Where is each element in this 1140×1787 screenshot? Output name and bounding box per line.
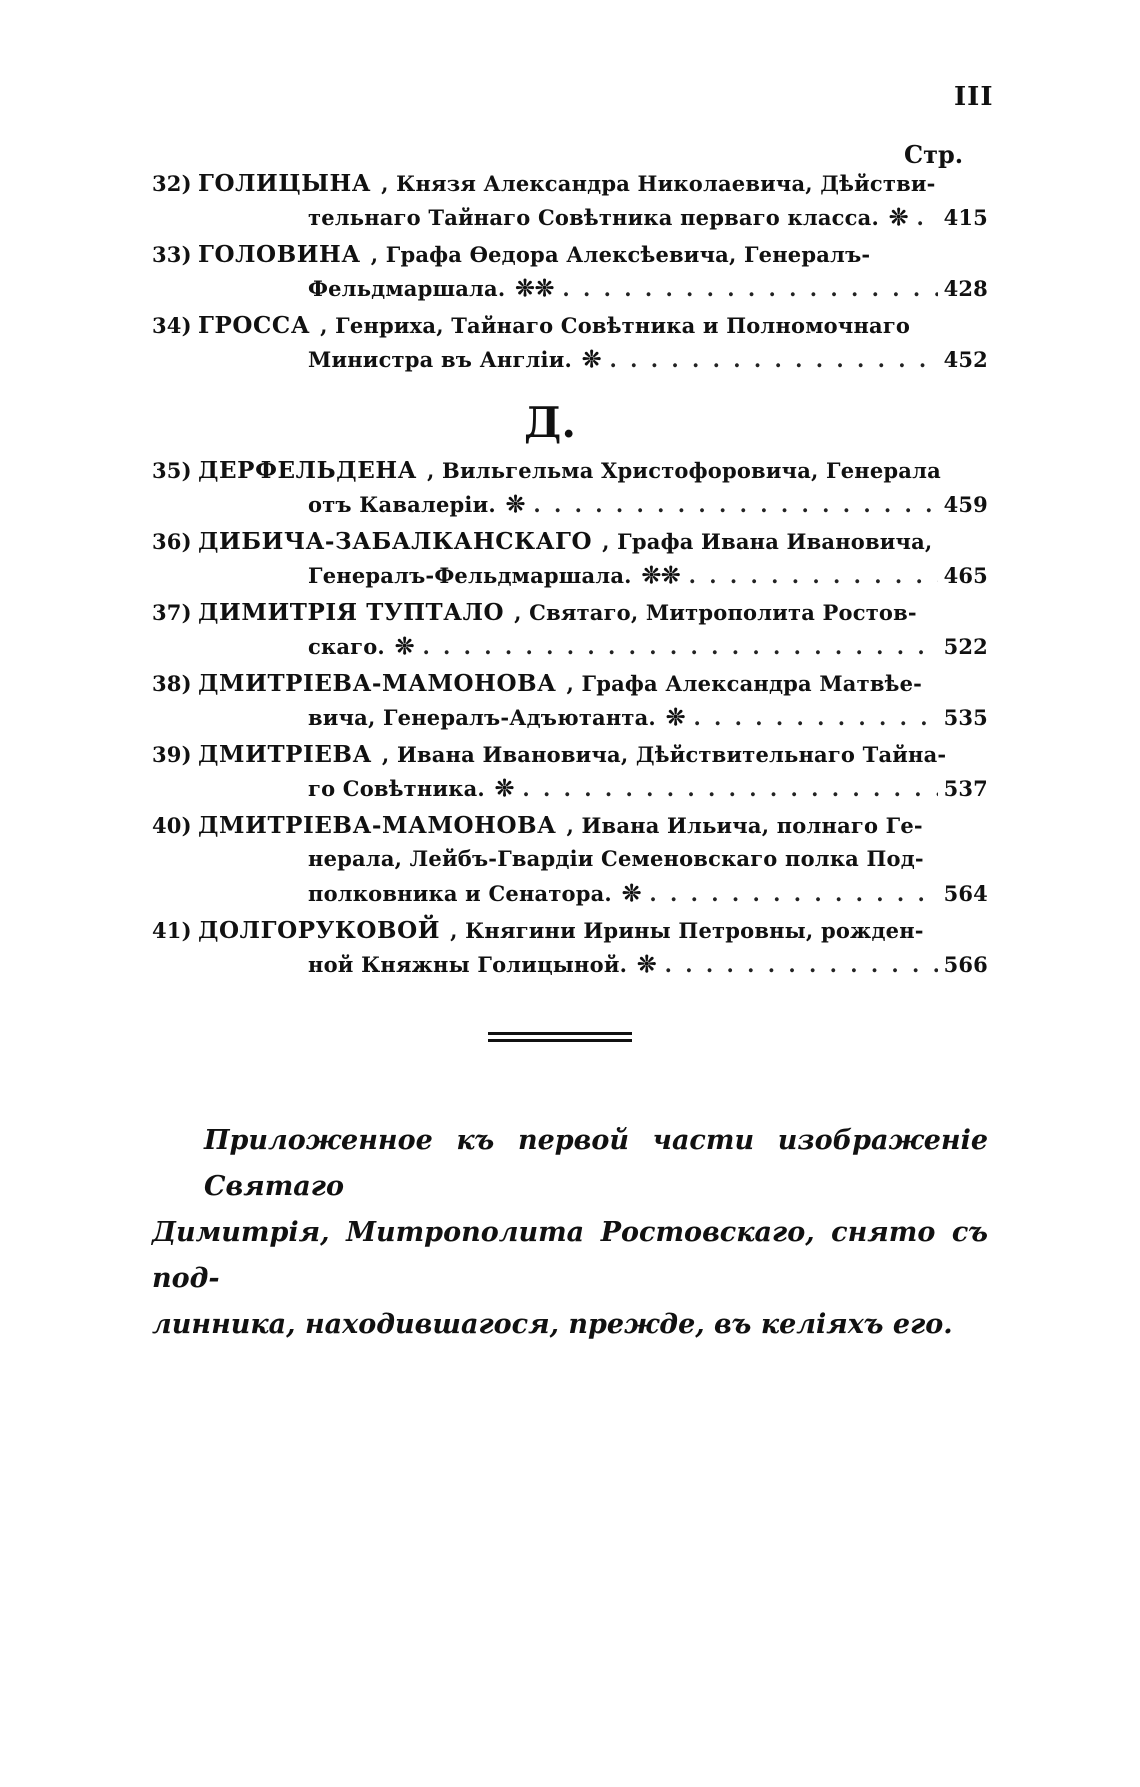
entry-title: , Святаго, Митрополита Ростов- (514, 600, 917, 625)
asterism-mark: ❊ (505, 491, 526, 518)
leader-dots (665, 952, 938, 977)
entry-name: ДМИТРІЕВА-МАМОНОВА (198, 670, 557, 697)
entry-title-cont: скаго. (308, 634, 385, 659)
entry-page: 415 (943, 205, 988, 230)
entry-name: ГОЛИЦЫНА (198, 170, 372, 197)
leader-dots (522, 776, 937, 801)
entry-number: 32) (152, 171, 192, 196)
toc-entry-34 (152, 312, 988, 380)
asterism-mark: ❊ (665, 704, 686, 731)
asterism-mark: ❊ (621, 880, 642, 907)
entry-number: 38) (152, 671, 192, 696)
toc-entry-37 (152, 599, 988, 667)
illustration-note (152, 1118, 988, 1348)
leader-dots (916, 205, 937, 230)
asterism-mark: ❊❊ (515, 275, 555, 302)
entry-number: 37) (152, 600, 192, 625)
entry-title: , Ивана Ильича, полнаго Ге- (566, 813, 923, 838)
leader-dots (533, 492, 937, 517)
entry-number: 41) (152, 918, 192, 943)
entry-title: , Графа Өедора Алексѣевича, Генералъ- (370, 242, 871, 267)
entry-title: , Княгини Ирины Петровны, рожден- (450, 918, 924, 943)
entry-title-cont: Министра въ Англіи. (308, 347, 572, 372)
entry-title: , Графа Александра Матвѣе- (566, 671, 923, 696)
leader-dots (422, 634, 937, 659)
leader-dots (693, 705, 937, 730)
entry-title-cont: отъ Кавалеріи. (308, 492, 496, 517)
entry-page: 535 (943, 705, 988, 730)
entry-page: 459 (943, 492, 988, 517)
entry-title: , Ивана Ивановича, Дѣйствительнаго Тайна- (381, 742, 947, 767)
entry-page: 465 (943, 563, 988, 588)
toc-entry-40 (152, 812, 988, 914)
double-rule-divider (488, 1032, 632, 1046)
entry-title: , Генриха, Тайнаго Совѣтника и Полномочнаго (320, 313, 911, 338)
entry-title-cont: тельнаго Тайнаго Совѣтника перваго класса. (308, 205, 879, 230)
asterism-mark: ❊ (494, 775, 515, 802)
entry-title-mid: нерала, Лейбъ-Гвардіи Семеновскаго полка Под- (308, 846, 924, 871)
note-line-2: Димитрія, Митрополита Ростовскаго, снято съ под- (152, 1217, 988, 1294)
note-line-1: Приложенное къ первой части изображеніе Святаго (204, 1125, 988, 1202)
asterism-mark: ❊ (888, 204, 909, 231)
entry-name: ДЕРФЕЛЬДЕНА (198, 457, 417, 484)
leader-dots (609, 347, 937, 372)
toc-entry-33 (152, 241, 988, 309)
leader-dots (689, 563, 938, 588)
page-column-label: Стр. (904, 140, 964, 169)
entry-title-cont: полковника и Сенатора. (308, 881, 612, 906)
asterism-mark: ❊ (582, 346, 602, 373)
entry-number: 39) (152, 742, 192, 767)
entry-number: 35) (152, 458, 192, 483)
toc-entry-32 (152, 170, 988, 238)
leader-dots (649, 881, 937, 906)
entry-title-cont: Генералъ-Фельдмаршала. (308, 563, 632, 588)
leader-dots (562, 276, 937, 301)
entry-number: 33) (152, 242, 192, 267)
section-heading-d: Д. (524, 398, 576, 447)
entry-number: 34) (152, 313, 192, 338)
asterism-mark: ❊ (637, 951, 657, 978)
entry-page: 566 (943, 952, 988, 977)
page-number: III (954, 82, 994, 112)
toc-entry-36 (152, 528, 988, 596)
toc-entry-41 (152, 917, 988, 985)
entry-name: ДОЛГОРУКОВОЙ (198, 917, 441, 944)
entry-page: 564 (943, 881, 988, 906)
entry-title: , Вильгельма Христофоровича, Генерала (427, 458, 941, 483)
entry-name: ГОЛОВИНА (198, 241, 361, 268)
entry-page: 452 (943, 347, 988, 372)
entry-title-cont: Фельдмаршала. (308, 276, 506, 301)
toc-entry-35 (152, 457, 988, 525)
table-of-contents (152, 170, 988, 988)
entry-page: 522 (943, 634, 988, 659)
entry-number: 40) (152, 813, 192, 838)
entry-name: ДИМИТРІЯ ТУПТАЛО (198, 599, 505, 626)
toc-entry-39 (152, 741, 988, 809)
entry-title-cont: вича, Генералъ-Адъютанта. (308, 705, 656, 730)
entry-page: 428 (943, 276, 988, 301)
entry-number: 36) (152, 529, 192, 554)
note-line-3: линника, находившагося, прежде, въ келіяхъ его. (152, 1309, 953, 1340)
asterism-mark: ❊❊ (641, 562, 681, 589)
entry-title-cont: го Совѣтника. (308, 776, 485, 801)
entry-name: ДИБИЧА-ЗАБАЛКАНСКАГО (198, 528, 593, 555)
entry-title: , Князя Александра Николаевича, Дѣйстви- (381, 171, 936, 196)
entry-name: ДМИТРІЕВА-МАМОНОВА (198, 812, 557, 839)
entry-name: ДМИТРІЕВА (198, 741, 372, 768)
toc-entry-38 (152, 670, 988, 738)
entry-title-cont: ной Княжны Голицыной. (308, 952, 628, 977)
entry-name: ГРОССА (198, 312, 311, 339)
entry-title: , Графа Ивана Ивановича, (602, 529, 933, 554)
asterism-mark: ❊ (394, 633, 415, 660)
entry-page: 537 (943, 776, 988, 801)
